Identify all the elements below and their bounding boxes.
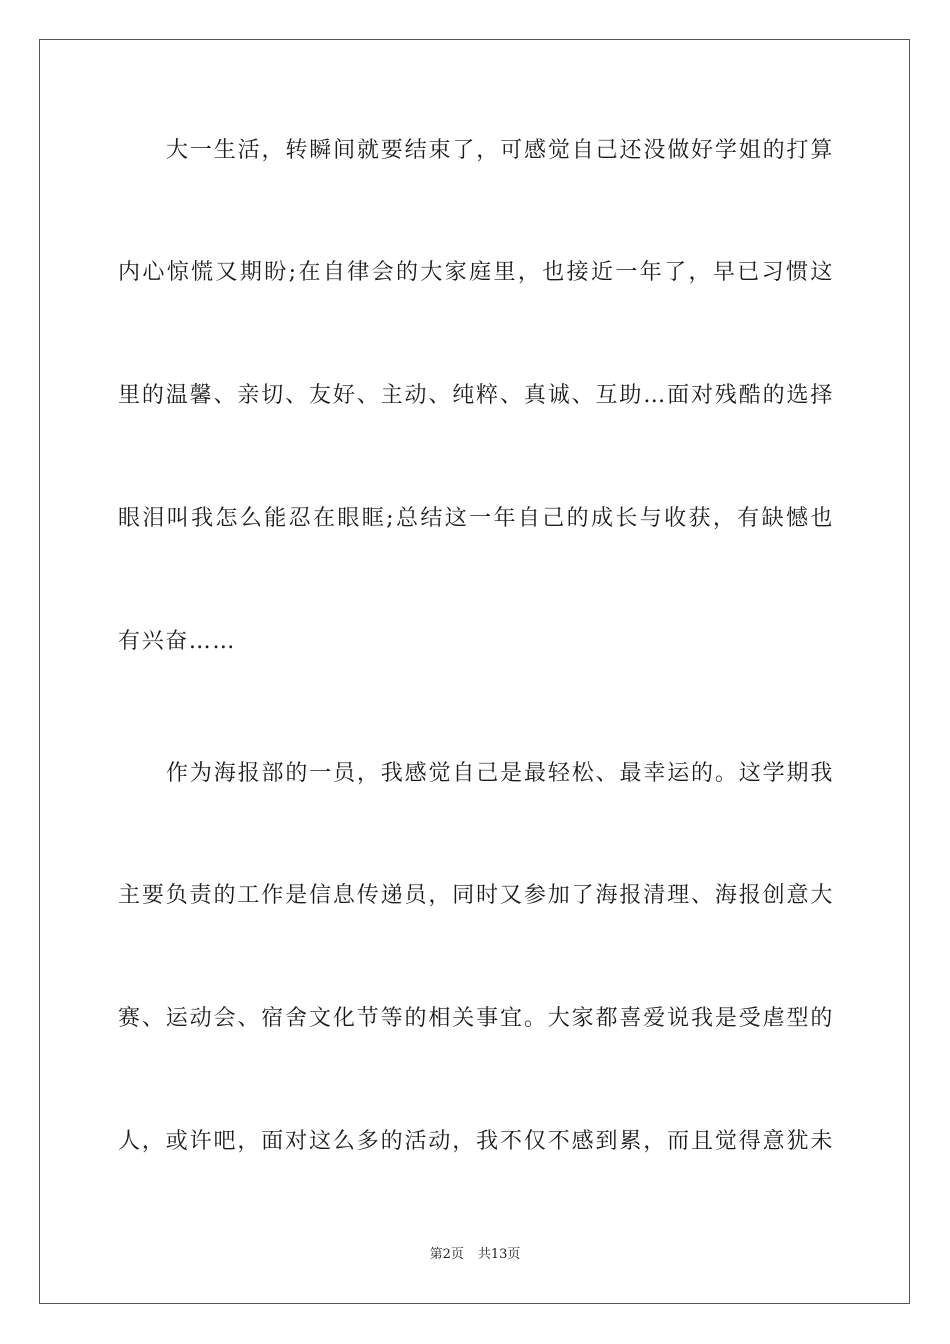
total-pages: 共13页 [477, 1247, 521, 1262]
paragraph-1-line-1: 大一生活，转瞬间就要结束了，可感觉自己还没做好学姐的打算 [166, 138, 834, 163]
paragraph-1-line-5: 有兴奋…… [118, 629, 237, 654]
page-border [39, 39, 910, 1304]
paragraph-2-line-4: 人，或许吧，面对这么多的活动，我不仅不感到累，而且觉得意犹未 [118, 1129, 834, 1154]
paragraph-1-line-3: 里的温馨、亲切、友好、主动、纯粹、真诚、互助…面对残酷的选择 [118, 383, 834, 408]
paragraph-1-line-2: 内心惊慌又期盼;在自律会的大家庭里，也接近一年了，早已习惯这 [118, 260, 834, 285]
paragraph-1-line-4: 眼泪叫我怎么能忍在眼眶;总结这一年自己的成长与收获，有缺憾也 [118, 506, 834, 531]
paragraph-2-line-1: 作为海报部的一员，我感觉自己是最轻松、最幸运的。这学期我 [166, 761, 834, 786]
paragraph-2-line-3: 赛、运动会、宿舍文化节等的相关事宜。大家都喜爱说我是受虐型的 [118, 1006, 834, 1031]
paragraph-2-line-2: 主要负责的工作是信息传递员，同时又参加了海报清理、海报创意大 [118, 883, 834, 908]
page-footer [0, 1246, 950, 1264]
page-number: 第2页 [429, 1247, 464, 1262]
